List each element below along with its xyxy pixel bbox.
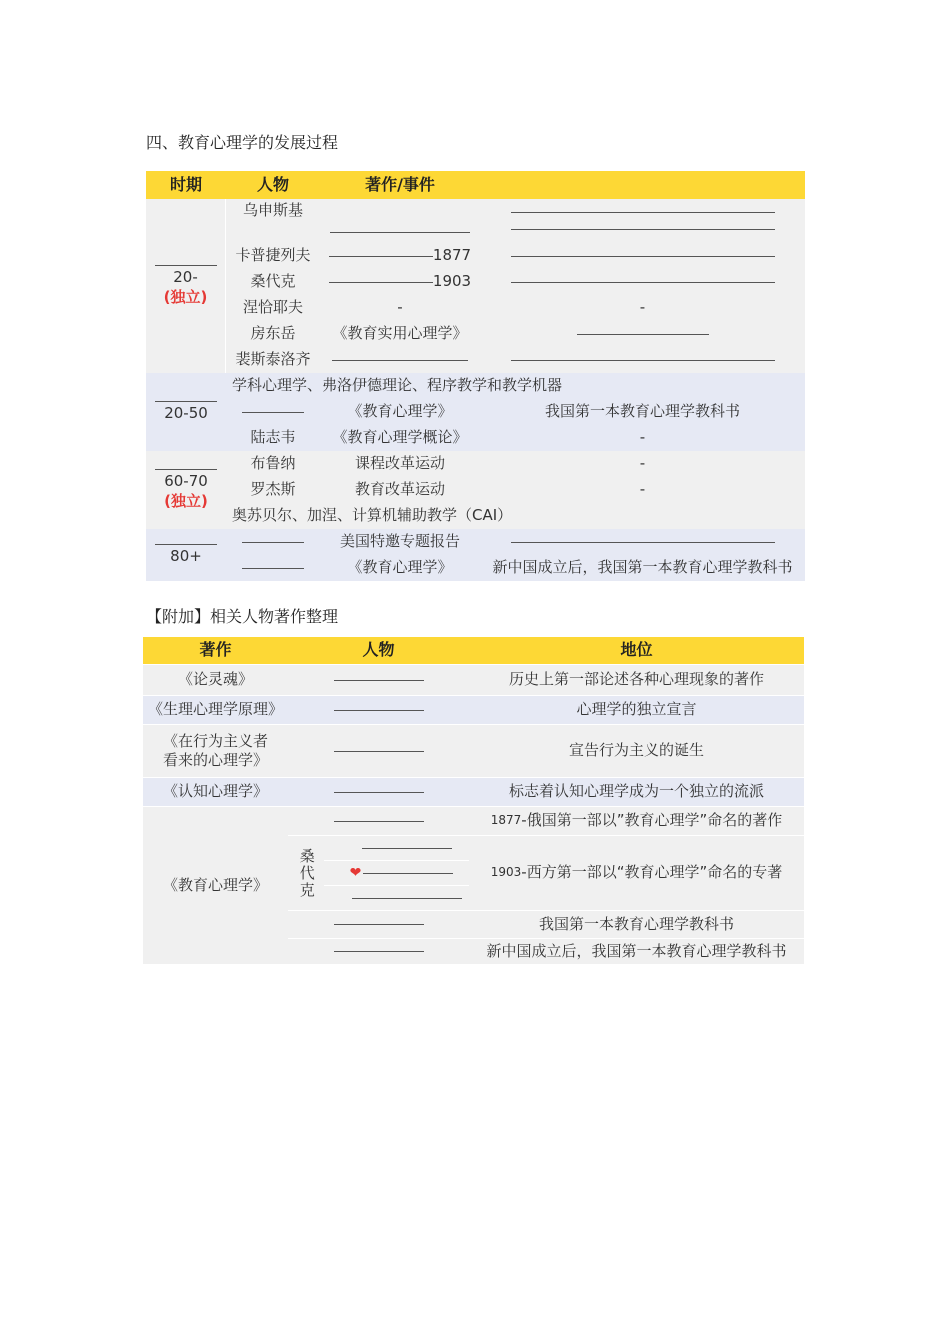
- t2-row5-status: 1877 -俄国第一部以”教育心理学”命名的著作: [469, 807, 804, 835]
- period-3-tag: (独立): [164, 491, 208, 510]
- works-table: [143, 637, 804, 964]
- row6-person: 裴斯泰洛齐: [226, 347, 320, 373]
- t2-row3-status: 宣告行为主义的诞生: [469, 725, 804, 777]
- row6-work: [320, 347, 480, 373]
- row3-status: [480, 269, 805, 295]
- row2-work: 1877: [320, 243, 480, 269]
- header-work: 著作/事件: [320, 171, 480, 199]
- row2-status: [480, 243, 805, 269]
- row5-status: [480, 321, 805, 347]
- header-person2: 人物: [288, 637, 469, 664]
- row8-person: [226, 399, 320, 425]
- t2-row6a-person: [324, 836, 469, 860]
- t2-row4-status: 标志着认知心理学成为一个独立的流派: [469, 778, 804, 806]
- section1-title: 四、教育心理学的发展过程: [146, 133, 339, 152]
- row13-status: [480, 529, 805, 555]
- t2-edu-psych-work: 《教育心理学》: [143, 807, 288, 964]
- row11-person: 罗杰斯: [226, 477, 320, 503]
- t2-row5-person: [288, 807, 469, 835]
- t2-row7-person: [288, 911, 469, 938]
- header-status2: 地位: [469, 637, 804, 664]
- header-person: 人物: [226, 171, 320, 199]
- t2-row3-person: [288, 725, 469, 777]
- row10-person: 布鲁纳: [226, 451, 320, 477]
- t2-row8-status: 新中国成立后，我国第一本教育心理学教科书: [469, 939, 804, 964]
- row1-person: 乌申斯基: [226, 199, 320, 243]
- period-2-label: 20-50: [164, 403, 208, 422]
- row9-status: -: [480, 425, 805, 451]
- row11-status: -: [480, 477, 805, 503]
- period-2: [146, 373, 226, 451]
- row11-work: 教育改革运动: [320, 477, 480, 503]
- row5-person: 房东岳: [226, 321, 320, 347]
- row10-work: 课程改革运动: [320, 451, 480, 477]
- row5-work: 《教育实用心理学》: [320, 321, 480, 347]
- header-status: [480, 171, 805, 199]
- row1-status: [480, 199, 805, 243]
- row8-work: 《教育心理学》: [320, 399, 480, 425]
- period-3: [146, 451, 226, 529]
- row2-person: 卡普捷列夫: [226, 243, 320, 269]
- row6-status: [480, 347, 805, 373]
- t2-row6b-person: [324, 861, 469, 885]
- row12-span: 奥苏贝尔、加涅、计算机辅助教学（CAI）: [226, 503, 805, 529]
- row14-status: 新中国成立后，我国第一本教育心理学教科书: [480, 555, 805, 581]
- period-4: [146, 529, 226, 581]
- t2-row4-person: [288, 778, 469, 806]
- header-work2: 著作: [143, 637, 288, 664]
- t2-row2-work: 《生理心理学原理》: [143, 696, 288, 724]
- row4-work: -: [320, 295, 480, 321]
- t2-row1-status: 历史上第一部论述各种心理现象的著作: [469, 665, 804, 695]
- development-table: [146, 171, 805, 581]
- row1-work: [320, 199, 480, 243]
- row13-work: 美国特邀专题报告: [320, 529, 480, 555]
- row9-person: 陆志韦: [226, 425, 320, 451]
- row3-work: 1903: [320, 269, 480, 295]
- period-1-tag: (独立): [163, 287, 208, 306]
- period-4-label: 80+: [170, 546, 202, 565]
- row7-span: 学科心理学、弗洛伊德理论、程序教学和教学机器: [226, 373, 805, 399]
- t2-row8-person: [288, 939, 469, 964]
- t2-row7-status: 我国第一本教育心理学教科书: [469, 911, 804, 938]
- t2-row1-person: [288, 665, 469, 695]
- heart-icon: ❤: [349, 864, 362, 881]
- thorndike-label: 桑代克: [288, 836, 324, 910]
- header-period: 时期: [146, 171, 226, 199]
- t2-row1-work: 《论灵魂》: [143, 665, 288, 695]
- row4-person: 涅恰耶夫: [226, 295, 320, 321]
- t2-row2-person: [288, 696, 469, 724]
- row14-work: 《教育心理学》: [320, 555, 480, 581]
- row13-person: [226, 529, 320, 555]
- blank: [155, 265, 217, 266]
- t2-row6c-person: [324, 886, 469, 910]
- row3-person: 桑代克: [226, 269, 320, 295]
- t2-row6-status: 1903 -西方第一部以“教育心理学”命名的专著: [469, 836, 804, 910]
- row9-work: 《教育心理学概论》: [320, 425, 480, 451]
- t2-row2-status: 心理学的独立宣言: [469, 696, 804, 724]
- period-1-label: 20-: [173, 268, 198, 286]
- t2-row4-work: 《认知心理学》: [143, 778, 288, 806]
- row4-status: -: [480, 295, 805, 321]
- period-1: [146, 199, 226, 373]
- row14-person: [226, 555, 320, 581]
- period-3-label: 60-70: [164, 472, 208, 490]
- row10-status: -: [480, 451, 805, 477]
- section2-title: 【附加】相关人物著作整理: [146, 607, 339, 626]
- t2-row3-work: 《在行为主义者 看来的心理学》: [143, 725, 288, 777]
- row8-status: 我国第一本教育心理学教科书: [480, 399, 805, 425]
